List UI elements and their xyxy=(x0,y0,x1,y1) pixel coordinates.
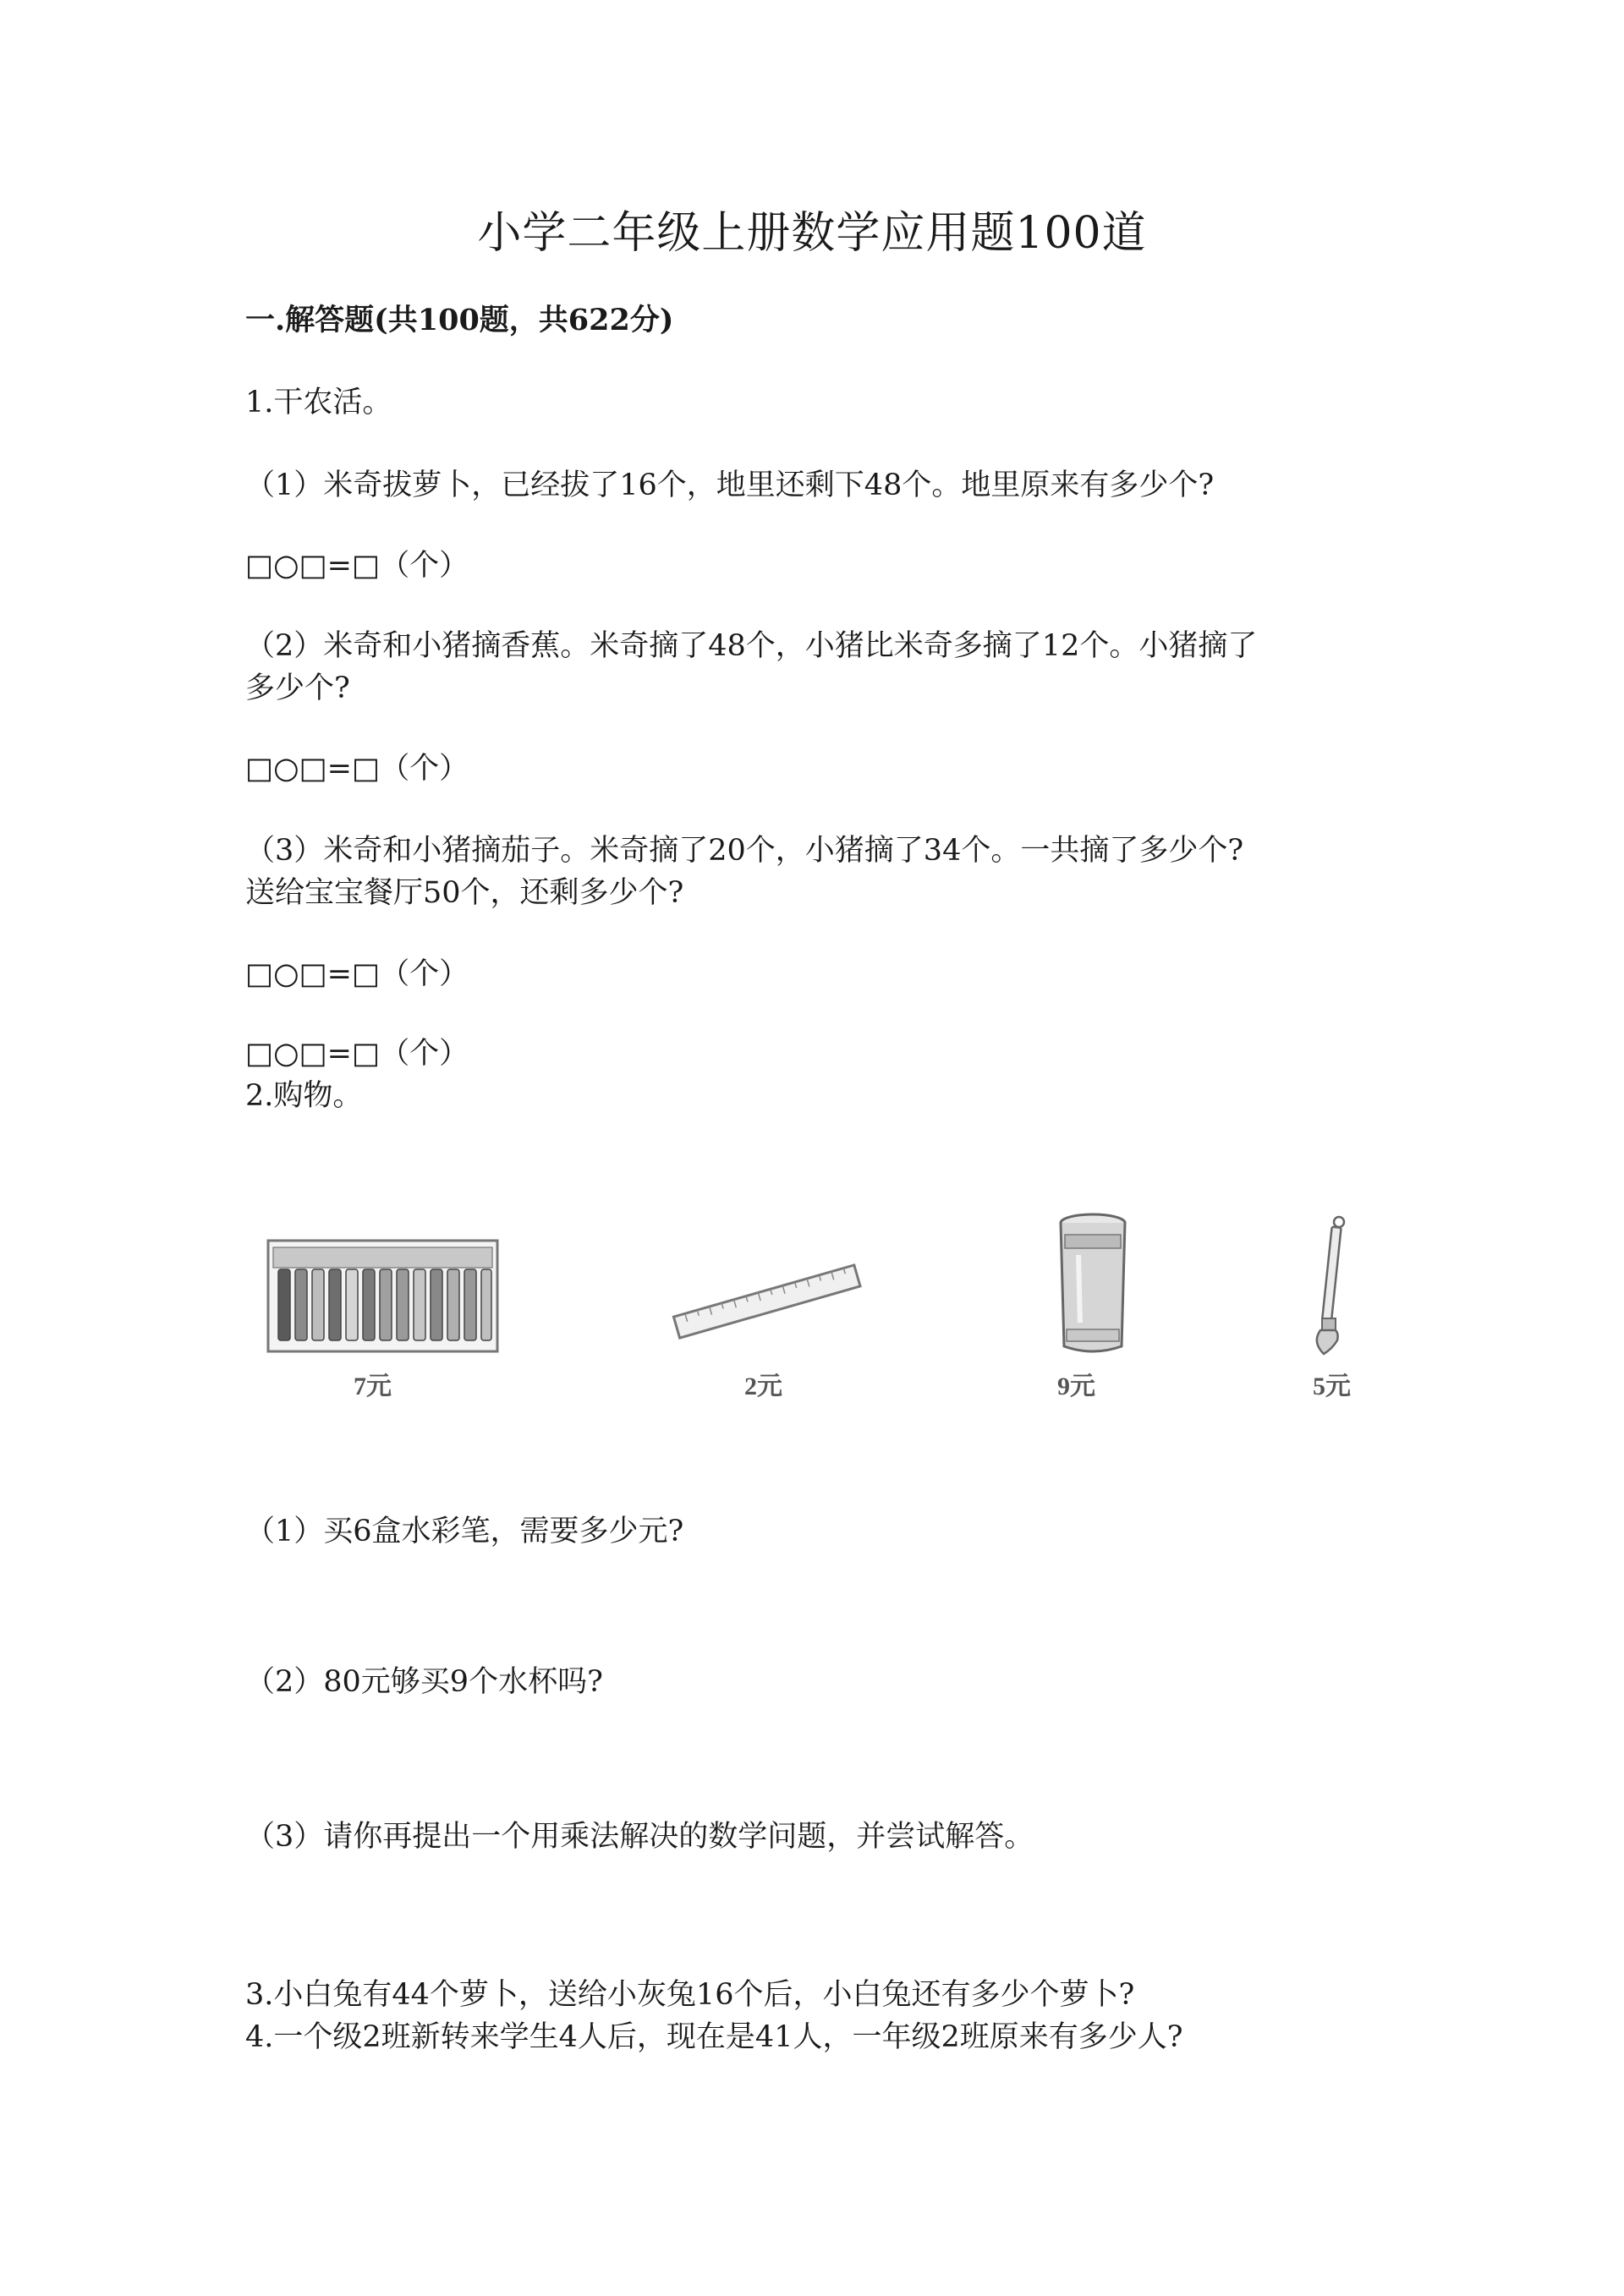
question-2-part-1: （1）买6盒水彩笔，需要多少元? xyxy=(245,1515,684,1548)
price-label-brush: 5元 xyxy=(1313,1373,1351,1400)
question-1-equation-2: □○□=□（个） xyxy=(245,752,469,786)
price-label-pens: 7元 xyxy=(354,1373,392,1400)
question-1-heading: 1.干农活。 xyxy=(245,386,392,419)
price-label-cup: 9元 xyxy=(1057,1373,1095,1400)
ruler-icon xyxy=(668,1260,867,1345)
section-heading: 一.解答题(共100题，共622分) xyxy=(245,303,674,337)
question-1-part-1: （1）米奇拔萝卜，已经拔了16个，地里还剩下48个。地里原来有多少个? xyxy=(245,469,1215,502)
paint-brush-icon xyxy=(1307,1214,1358,1362)
question-1-part-3-line-2: 送给宝宝餐厅50个，还剩多少个? xyxy=(245,876,684,910)
question-4: 4.一个级2班新转来学生4人后，现在是41人，一年级2班原来有多少人? xyxy=(245,2020,1183,2054)
price-label-ruler: 2元 xyxy=(744,1373,782,1400)
page-title: 小学二年级上册数学应用题100道 xyxy=(477,208,1147,259)
watercolor-pens-box-icon xyxy=(266,1239,499,1353)
shopping-items-illustration xyxy=(245,1201,1429,1429)
question-1-equation-1: □○□=□（个） xyxy=(245,549,469,583)
question-2-heading: 2.购物。 xyxy=(245,1079,363,1113)
question-1-part-2-line-2: 多少个? xyxy=(245,671,350,705)
question-3: 3.小白兔有44个萝卜，送给小灰兔16个后，小白兔还有多少个萝卜? xyxy=(245,1978,1135,2012)
question-1-part-3-line-1: （3）米奇和小猪摘茄子。米奇摘了20个，小猪摘了34个。一共摘了多少个? xyxy=(245,834,1244,868)
question-2-part-3: （3）请你再提出一个用乘法解决的数学问题，并尝试解答。 xyxy=(245,1820,1034,1854)
question-1-equation-3: □○□=□（个） xyxy=(245,957,469,991)
question-1-part-2-line-1: （2）米奇和小猪摘香蕉。米奇摘了48个，小猪比米奇多摘了12个。小猪摘了 xyxy=(245,629,1258,663)
question-1-equation-4: □○□=□（个） xyxy=(245,1037,469,1071)
question-2-part-2: （2）80元够买9个水杯吗? xyxy=(245,1665,603,1699)
water-cup-icon xyxy=(1053,1211,1133,1359)
